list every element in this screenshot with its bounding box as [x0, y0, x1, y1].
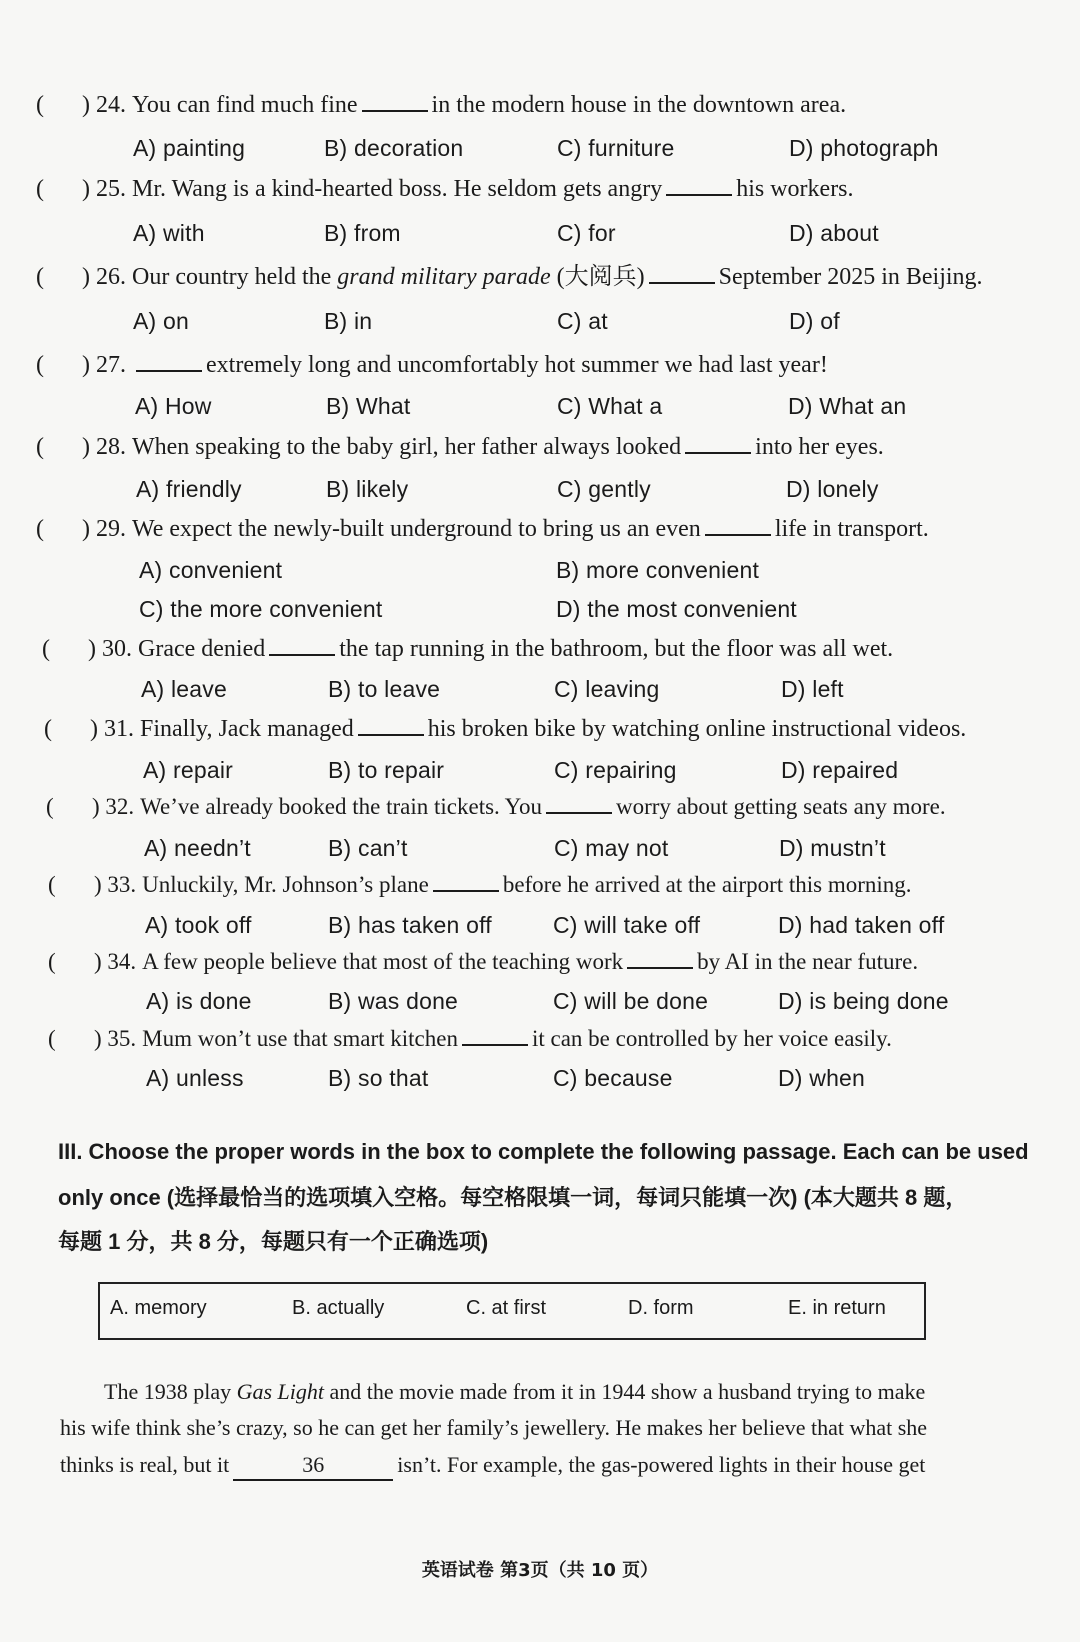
question-32 [46, 792, 1040, 822]
answer-bracket[interactable]: ( [44, 716, 52, 742]
question-34 [48, 947, 1040, 977]
question-number: ) 26. [82, 264, 126, 290]
passage-line-2: his wife think she’s crazy, so he can get her family’s jewellery. He makes her believe that what she [60, 1415, 928, 1440]
word-option-a: A. memory [110, 1297, 207, 1319]
option-d: D) the most convenient [556, 596, 797, 622]
question-text: We expect the newly-built underground to bring us an even [132, 516, 701, 542]
question-text: Our country held the [132, 264, 332, 290]
title-italic: Gas Light [236, 1379, 325, 1404]
answer-bracket[interactable]: ( [42, 636, 50, 662]
option-c: C) gently [557, 476, 651, 502]
option-d: D) mustn’t [779, 835, 886, 861]
option-a: A) unless [146, 1065, 244, 1091]
option-d: D) photograph [789, 135, 939, 161]
option-d: D) What an [788, 393, 907, 419]
option-d: D) when [778, 1065, 866, 1091]
answer-blank [462, 1024, 528, 1046]
option-c: C) because [553, 1065, 673, 1091]
answer-bracket[interactable]: ( [36, 176, 44, 202]
question-number: ) 33. [94, 872, 137, 897]
italic-term: grand military parade [337, 264, 551, 290]
option-d: D) about [789, 220, 879, 246]
answer-bracket[interactable]: ( [48, 1026, 56, 1051]
question-text: Unluckily, Mr. Johnson’s plane [142, 872, 429, 897]
option-d: D) repaired [781, 757, 899, 783]
question-text-after: before he arrived at the airport this morning. [502, 872, 912, 897]
question-text-after: his broken bike by watching online instructional videos. [427, 716, 967, 742]
section3-instructions-line1: III. Choose the proper words in the box to complete the following passage. Each can be used [58, 1139, 1029, 1164]
option-b: B) more convenient [556, 557, 760, 583]
option-c: C) the more convenient [139, 596, 383, 622]
word-option-c: C. at first [466, 1297, 547, 1319]
option-c: C) repairing [554, 757, 677, 783]
option-d: D) lonely [786, 476, 879, 502]
option-c: C) may not [554, 835, 669, 861]
question-text-after: by AI in the near future. [697, 949, 919, 974]
question-24 [36, 90, 1040, 120]
question-number: ) 32. [92, 794, 135, 819]
answer-bracket[interactable]: ( [36, 516, 44, 542]
option-b: B) likely [326, 476, 409, 502]
chinese-gloss: (大阅兵) [556, 264, 645, 290]
answer-bracket[interactable]: ( [48, 949, 56, 974]
page-footer: 英语试卷 第3页（共 10 页） [421, 1560, 659, 1581]
option-b: B) can’t [328, 835, 408, 861]
option-d: D) left [781, 676, 844, 702]
option-c: C) will be done [553, 988, 709, 1014]
option-c: C) for [557, 220, 616, 246]
answer-bracket[interactable]: ( [36, 434, 44, 460]
question-number: ) 27. [82, 352, 126, 378]
question-text-after: extremely long and uncomfortably hot summer we had last year! [206, 352, 828, 378]
option-c: C) leaving [554, 676, 660, 702]
question-29 [36, 514, 1040, 544]
option-b: B) has taken off [328, 912, 492, 938]
question-number: ) 25. [82, 176, 126, 202]
option-d: D) had taken off [778, 912, 945, 938]
question-text: Mr. Wang is a kind-hearted boss. He seldom gets angry [132, 176, 663, 202]
answer-blank [546, 792, 612, 814]
option-b: B) to repair [328, 757, 445, 783]
question-text-after: September 2025 in Beijing. [718, 264, 983, 290]
question-text: Mum won’t use that smart kitchen [142, 1026, 458, 1051]
question-text: You can find much fine [132, 92, 358, 118]
passage-text: isn’t. For example, the gas-powered lights in their house get [397, 1452, 926, 1477]
option-c: C) furniture [557, 135, 675, 161]
option-a: A) on [133, 308, 189, 334]
option-b: B) in [324, 308, 373, 334]
question-text: Grace denied [138, 636, 266, 662]
answer-bracket[interactable]: ( [36, 352, 44, 378]
passage-line-1 [104, 1378, 964, 1406]
question-text: We’ve already booked the train tickets. You [140, 794, 542, 819]
question-text-after: it can be controlled by her voice easily. [531, 1026, 892, 1051]
question-text-after: the tap running in the bathroom, but the floor was all wet. [339, 636, 894, 662]
passage-text: and the movie made from it in 1944 show a husband trying to make [329, 1379, 926, 1404]
answer-blank [358, 714, 424, 736]
option-b: B) so that [328, 1065, 429, 1091]
word-option-d: D. form [628, 1297, 694, 1319]
option-a: A) convenient [139, 557, 283, 583]
option-c: C) at [557, 308, 608, 334]
word-option-b: B. actually [292, 1297, 385, 1319]
question-27 [36, 350, 1040, 380]
question-number: ) 31. [90, 716, 134, 742]
option-b: B) was done [328, 988, 459, 1014]
question-number: ) 35. [94, 1026, 137, 1051]
question-number: ) 28. [82, 434, 126, 460]
option-a: A) painting [133, 135, 246, 161]
answer-blank [666, 174, 732, 196]
option-b: B) decoration [324, 135, 464, 161]
question-text-after: worry about getting seats any more. [616, 794, 946, 819]
answer-bracket[interactable]: ( [48, 872, 56, 897]
option-b: B) What [326, 393, 411, 419]
answer-bracket[interactable]: ( [36, 264, 44, 290]
word-option-e: E. in return [788, 1297, 886, 1319]
answer-blank [433, 870, 499, 892]
passage-text: The 1938 play [104, 1379, 232, 1404]
answer-blank [362, 90, 428, 112]
option-a: A) took off [145, 912, 252, 938]
question-number: ) 30. [88, 636, 132, 662]
passage-line-3 [60, 1451, 964, 1481]
answer-blank [705, 514, 771, 536]
question-25 [36, 174, 1040, 204]
option-d: D) of [789, 308, 840, 334]
question-text-after: life in transport. [774, 516, 929, 542]
answer-bracket[interactable]: ( [46, 794, 54, 819]
answer-blank [269, 634, 335, 656]
question-text: A few people believe that most of the teaching work [142, 949, 624, 974]
section3-instructions-line3: 每题 1 分，共 8 分，每题只有一个正确选项) [58, 1229, 489, 1254]
option-a: A) How [135, 393, 212, 419]
option-c: C) will take off [553, 912, 701, 938]
option-a: A) with [133, 220, 205, 246]
answer-bracket[interactable]: ( [36, 92, 44, 118]
question-30 [42, 634, 1040, 664]
question-number: ) 29. [82, 516, 126, 542]
option-b: B) from [324, 220, 401, 246]
answer-blank [627, 947, 693, 969]
question-text-after: in the modern house in the downtown area. [431, 92, 847, 118]
section3-instructions-line2: only once (选择最恰当的选项填入空格。每空格限填一词，每词只能填一次) (本大题共 8 题， [58, 1185, 968, 1210]
option-b: B) to leave [328, 676, 441, 702]
answer-blank [649, 262, 715, 284]
word-box [98, 1282, 926, 1340]
question-35 [48, 1024, 1040, 1054]
question-number: ) 24. [82, 92, 126, 118]
answer-blank [685, 432, 751, 454]
question-text-after: into her eyes. [755, 434, 884, 460]
question-text: Finally, Jack managed [140, 716, 354, 742]
question-text-after: his workers. [736, 176, 854, 202]
question-31 [44, 714, 1040, 744]
question-33 [48, 870, 1040, 900]
answer-blank [136, 350, 202, 372]
option-a: A) repair [143, 757, 233, 783]
option-a: A) needn’t [144, 835, 251, 861]
question-28 [36, 432, 1040, 462]
question-number: ) 34. [94, 949, 137, 974]
option-a: A) leave [141, 676, 227, 702]
option-a: A) friendly [136, 476, 242, 502]
option-c: C) What a [557, 393, 663, 419]
option-a: A) is done [146, 988, 252, 1014]
question-text: When speaking to the baby girl, her father always looked [132, 434, 682, 460]
blank-36[interactable]: 36 [233, 1451, 393, 1481]
option-d: D) is being done [778, 988, 949, 1014]
question-26 [36, 262, 1040, 292]
passage-text: thinks is real, but it [60, 1452, 230, 1477]
